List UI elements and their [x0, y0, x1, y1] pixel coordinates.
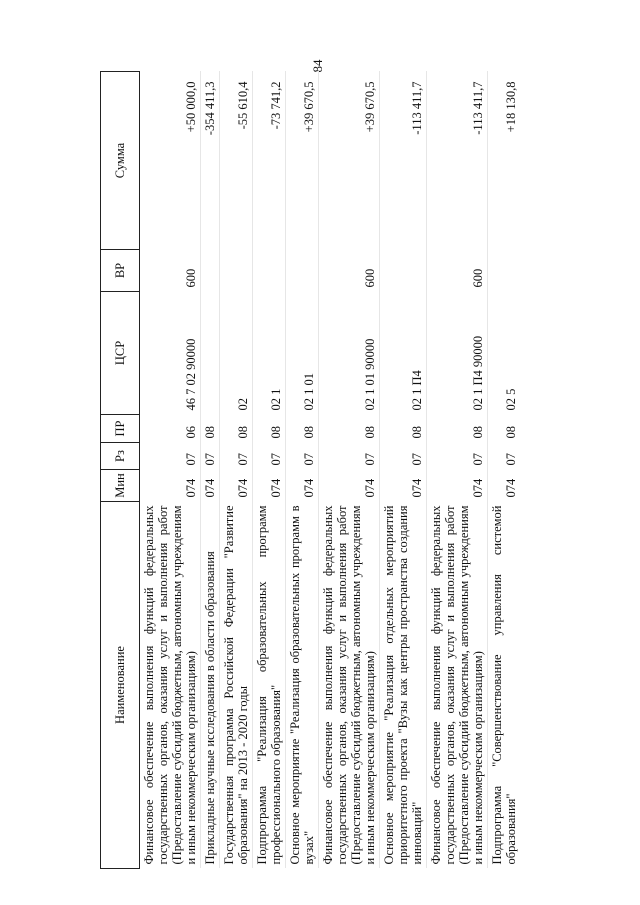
row-min: 074: [380, 470, 427, 502]
row-vr: [380, 250, 427, 292]
row-vr: [220, 250, 253, 292]
row-csr: 02 5: [488, 292, 521, 415]
table-row: [427, 72, 488, 869]
row-name: Прикладные научные исследования в области образования: [201, 502, 220, 869]
row-rz: 07: [319, 443, 380, 470]
header-rz: Рз: [101, 443, 140, 470]
row-sum: +39 670,5: [286, 72, 319, 250]
row-sum: +39 670,5: [319, 72, 380, 250]
header-sum: Сумма: [101, 72, 140, 250]
row-min: 074: [488, 470, 521, 502]
row-min: 074: [184, 478, 198, 498]
table-row: [380, 72, 427, 869]
row-vr: [201, 250, 220, 292]
row-name: Финансовое обеспечение выполнения функций федеральных государственных органов, оказания услуг и выполнения работ (Предоставление субсидий бюджетным, автономным учреждениям и иным некоммерческим организациям): [427, 502, 488, 869]
row-min: 074: [427, 470, 488, 502]
row-csr: [201, 292, 220, 415]
header-name: Наименование: [101, 502, 140, 869]
table-row: [220, 72, 253, 869]
header-csr: ЦСР: [101, 292, 140, 415]
row-vr: 600: [319, 250, 380, 292]
row-rz: 07: [286, 443, 319, 470]
header-vr: ВР: [101, 250, 140, 292]
row-pr: 08: [201, 415, 220, 443]
row-pr: 08: [286, 415, 319, 443]
table-row: [488, 72, 521, 869]
row-pr: 06: [184, 426, 198, 439]
row-sum: -113 411,7: [380, 72, 427, 250]
row-name: Подпрограмма "Реализация образовательных программ профессионального образования": [253, 502, 286, 869]
row-sum: -113 411,7: [427, 72, 488, 250]
row-vr: [286, 250, 319, 292]
row-vr: 600: [427, 250, 488, 292]
table-header-row: [101, 72, 140, 869]
row-name: Финансовое обеспечение выполнения функций федеральных государственных органов, оказания услуг и выполнения работ (Предоставление субсидий бюджетным, автономным учреждениям и иным некоммерческим организациям): [142, 505, 198, 865]
row-pr: 08: [253, 415, 286, 443]
header-pr: ПР: [101, 415, 140, 443]
row-sum: -73 741,2: [253, 72, 286, 250]
row-min: 074: [220, 470, 253, 502]
row-min: 074: [201, 470, 220, 502]
table-row: [140, 72, 201, 869]
row-csr: 02 1 П4: [380, 292, 427, 415]
row-pr: 08: [488, 415, 521, 443]
row-csr: 02 1 П4 90000: [427, 292, 488, 415]
page-number: 84: [310, 59, 325, 73]
budget-table: [100, 71, 520, 869]
row-csr: 02 1 01 90000: [319, 292, 380, 415]
row-sum: -55 610,4: [220, 72, 253, 250]
row-min: 074: [286, 470, 319, 502]
row-sum: +50 000,0: [184, 81, 198, 133]
row-rz: 07: [253, 443, 286, 470]
row-sum: +18 130,8: [488, 72, 521, 250]
row-csr: 02 1 01: [286, 292, 319, 415]
row-vr: [488, 250, 521, 292]
row-pr: 08: [427, 415, 488, 443]
row-pr: 08: [319, 415, 380, 443]
rotated-table-area: [100, 72, 610, 869]
row-vr: [253, 250, 286, 292]
row-rz: 07: [488, 443, 521, 470]
row-rz: 07: [201, 443, 220, 470]
table-row: [201, 72, 220, 869]
header-min: Мин: [101, 470, 140, 502]
row-name: Подпрограмма "Совершенствование управления системой образования": [488, 502, 521, 869]
table-row: [319, 72, 380, 869]
row-name: Основное мероприятие "Реализация образовательных программ в вузах": [286, 502, 319, 869]
row-rz: 07: [220, 443, 253, 470]
row-min: 074: [319, 470, 380, 502]
row-pr: 08: [380, 415, 427, 443]
row-rz: 07: [184, 453, 198, 466]
row-csr: 02: [220, 292, 253, 415]
row-min: 074: [253, 470, 286, 502]
row-name: Государственная программа Российской Федерации "Развитие образования" на 2013 - 2020 годы: [220, 502, 253, 869]
table-row: [253, 72, 286, 869]
row-rz: 07: [427, 443, 488, 470]
row-csr: 02 1: [253, 292, 286, 415]
row-name: Основное мероприятие "Реализация отдельных мероприятий приоритетного проекта "Вузы как центры пространства создания инноваций": [380, 502, 427, 869]
row-pr: 08: [220, 415, 253, 443]
row-csr: 46 7 02 90000: [184, 338, 198, 411]
row-vr: 600: [184, 268, 198, 288]
row-rz: 07: [380, 443, 427, 470]
row-name: Финансовое обеспечение выполнения функций федеральных государственных органов, оказания услуг и выполнения работ (Предоставление субсидий бюджетным, автономным учреждениям и иным некоммерческим организациям): [319, 502, 380, 869]
table-row: [286, 72, 319, 869]
row-sum: -354 411,3: [201, 72, 220, 250]
